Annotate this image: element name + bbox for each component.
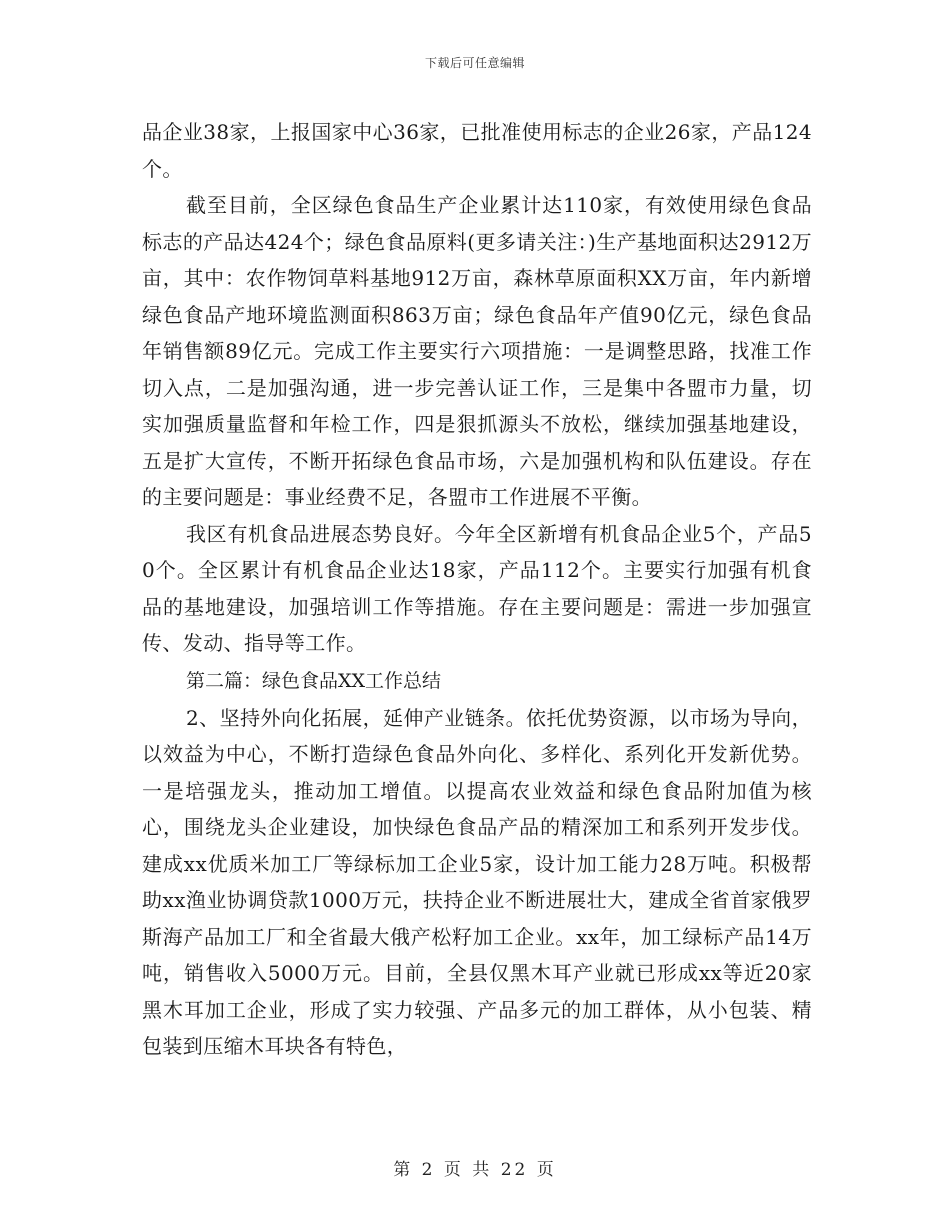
document-body bbox=[142, 114, 812, 1065]
section-heading: 第二篇：绿色食品XX工作总结 bbox=[186, 669, 442, 692]
page-number: 第 2 页 共 22 页 bbox=[393, 1160, 557, 1180]
paragraph-continuation: 品企业38家，上报国家中心36家，已批准使用标志的企业26家，产品124个。 bbox=[142, 120, 812, 181]
paragraph-organic-food: 我区有机食品进展态势良好。今年全区新增有机食品企业5个，产品50个。全区累计有机食品企业达18家，产品112个。主要实行加强有机食品的基地建设，加强培训工作等措施。存在主要问题是：需进一步加强宣传、发动、指导等工作。 bbox=[142, 521, 812, 655]
page-header-note: 下载后可任意编辑 bbox=[424, 56, 525, 70]
paragraph-green-food-summary: 截至目前，全区绿色食品生产企业累计达110家，有效使用绿色食品标志的产品达424个；绿色食品原料(更多请关注：)生产基地面积达2912万亩，其中：农作物饲草料基地912万亩，森林草原面积XX万亩，年内新增绿色食品产地环境监测面积863万亩；绿色食品年产值90亿元，绿色食品年销售额89亿元。完成工作主要实行六项措施：一是调整思路，找准工作切入点，二是加强沟通，进一步完善认证工作，三是集中各盟市力量，切实加强质量监督和年检工作，四是狠抓源头不放松，继续加强基地建设，五是扩大宣传，不断开拓绿色食品市场，六是加强机构和队伍建设。存在的主要问题是：事业经费不足，各盟市工作进展不平衡。 bbox=[142, 193, 812, 509]
paragraph-industry-chain: 2、坚持外向化拓展，延伸产业链条。依托优势资源，以市场为导向，以效益为中心，不断打造绿色食品外向化、多样化、系列化开发新优势。一是培强龙头，推动加工增值。以提高农业效益和绿色食品附加值为核心，围绕龙头企业建设，加快绿色食品产品的精深加工和系列开发步伐。建成xx优质米加工厂等绿标加工企业5家，设计加工能力28万吨。积极帮助xx渔业协调贷款1000万元，扶持企业不断进展壮大，建成全省首家俄罗斯海产品加工厂和全省最大俄产松籽加工企业。xx年，加工绿标产品14万吨，销售收入5000万元。目前，全县仅黑木耳产业就已形成xx等近20家黑木耳加工企业，形成了实力较强、产品多元的加工群体，从小包装、精包装到压缩木耳块各有特色， bbox=[142, 705, 812, 1058]
